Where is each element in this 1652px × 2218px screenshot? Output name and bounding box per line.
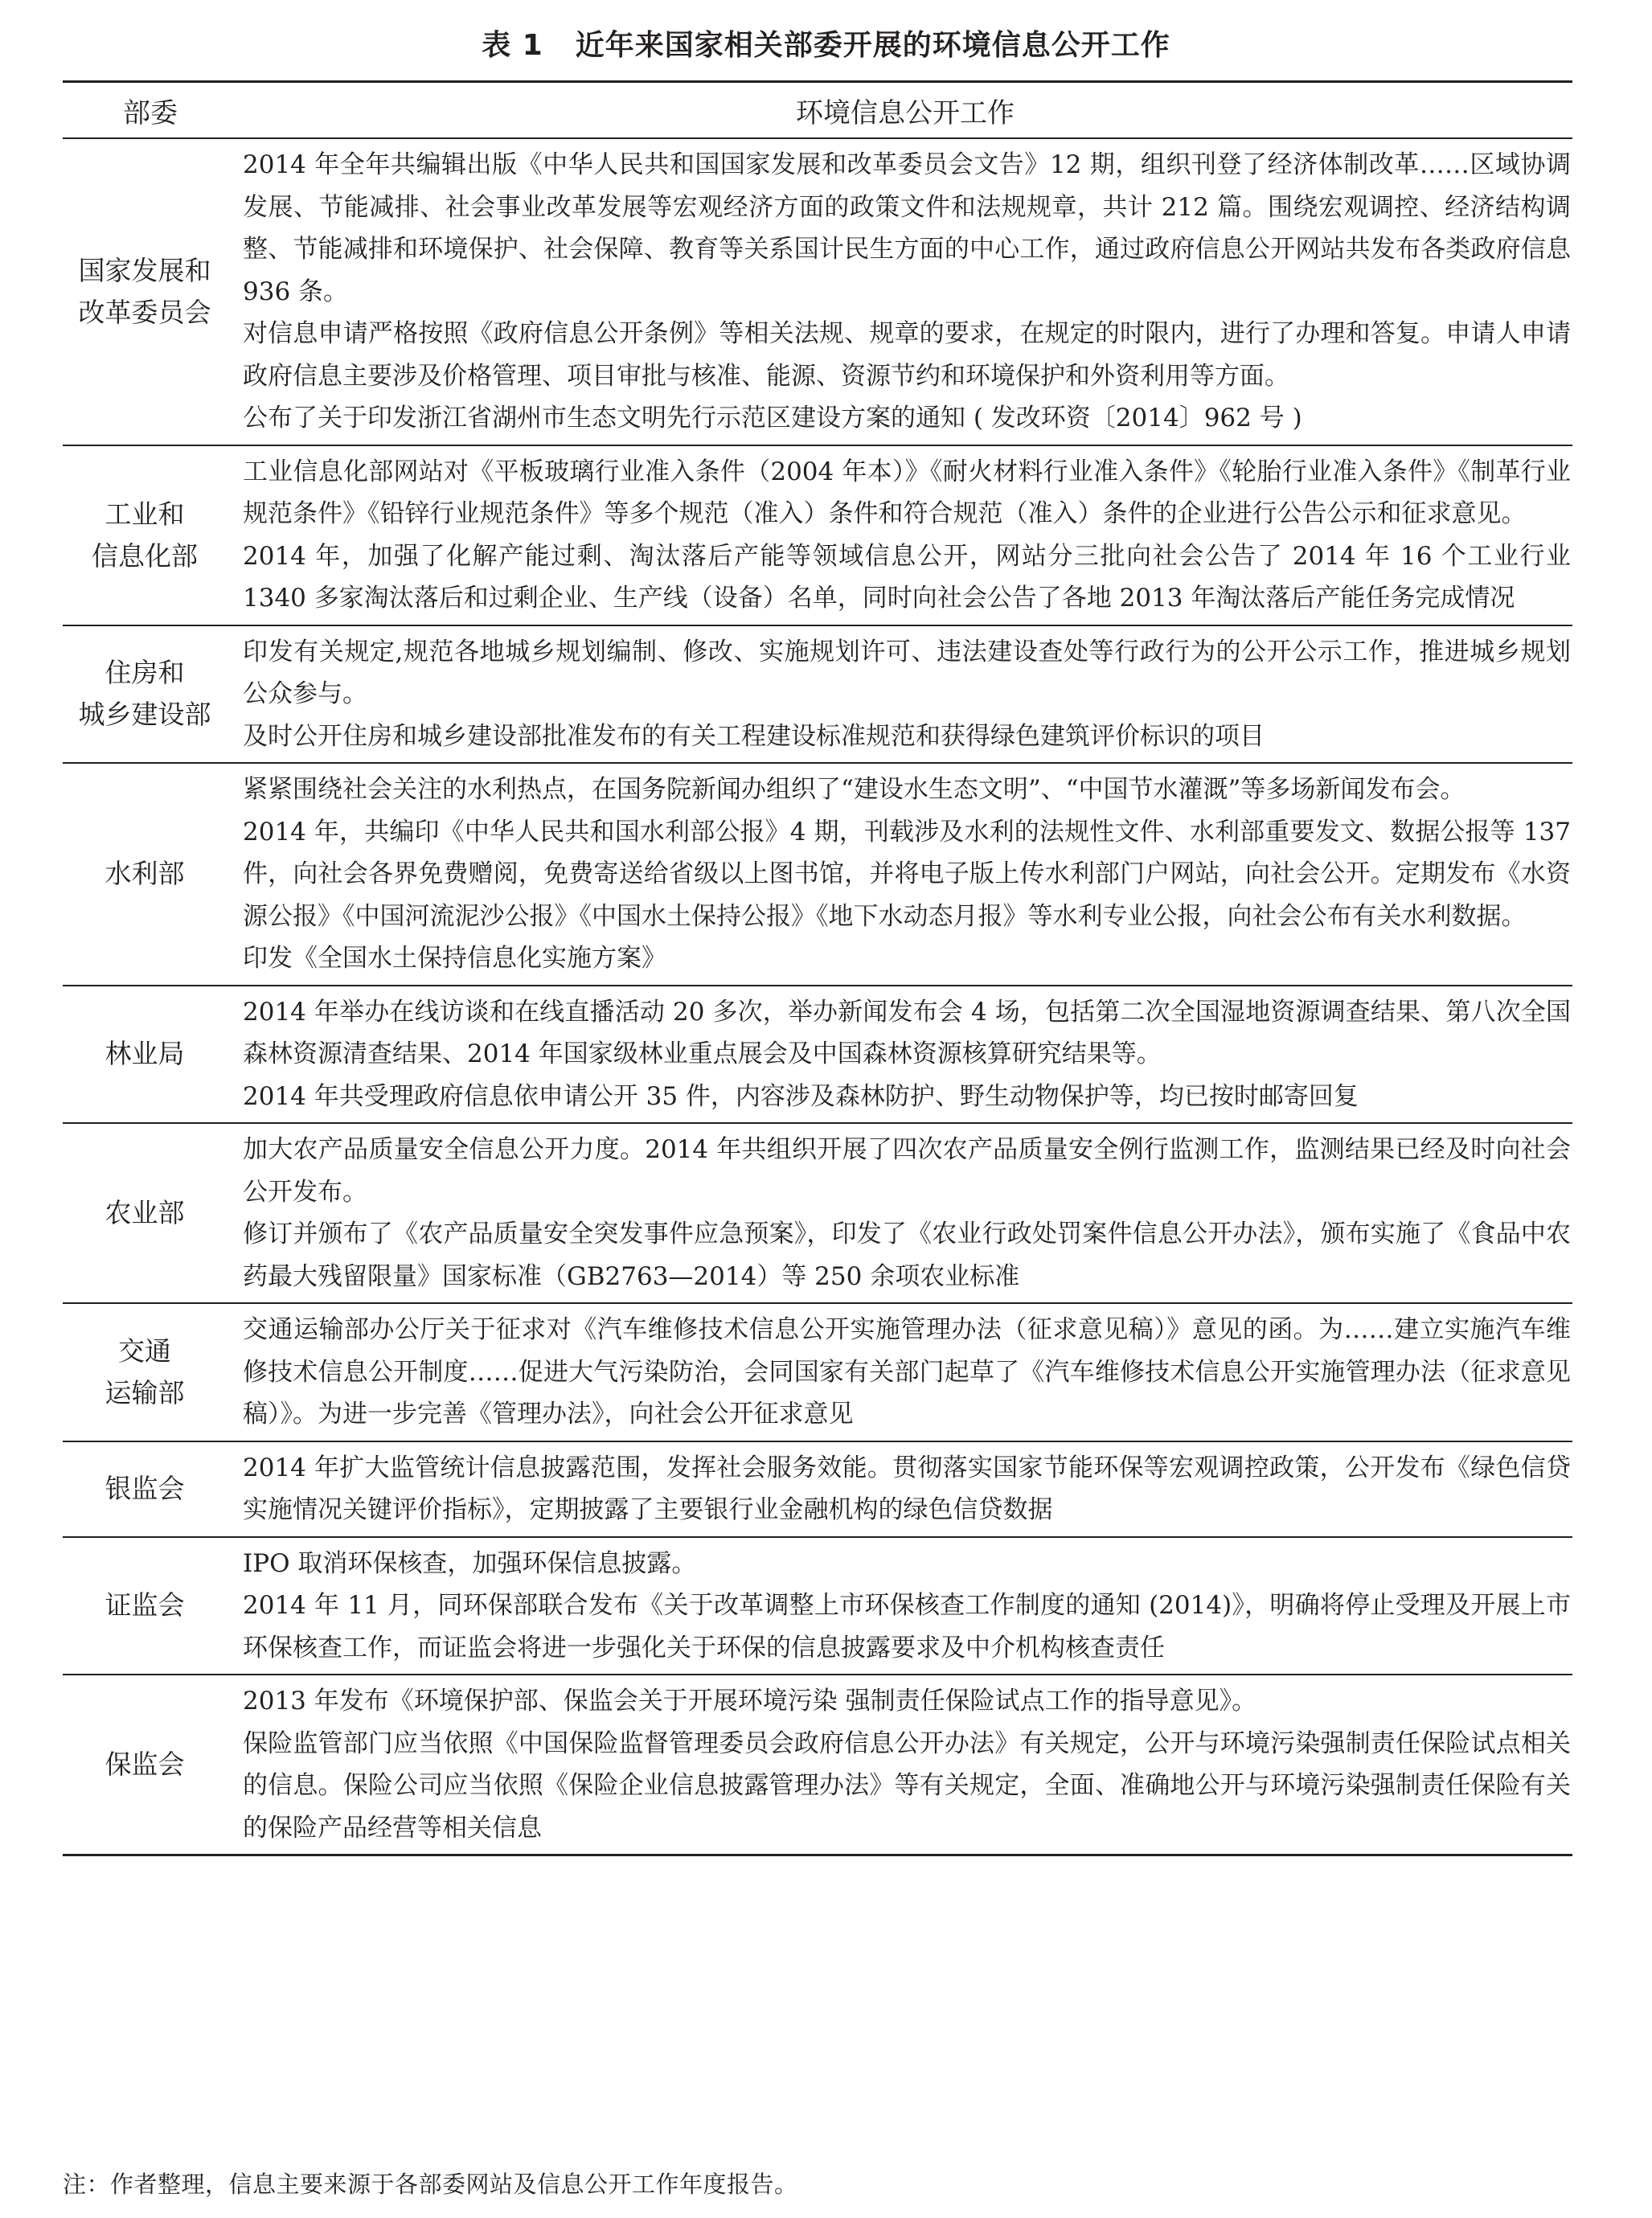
work-item: 印发有关规定,规范各地城乡规划编制、修改、实施规划许可、违法建设查处等行政行为的公开公示工作，推进城乡规划公众参与。 — [243, 637, 1571, 708]
dept-name-line: 改革委员会 — [78, 296, 211, 328]
work-cell — [238, 445, 1572, 625]
dept-name-line: 国家发展和 — [78, 254, 211, 286]
work-cell — [238, 138, 1572, 445]
work-item: 修订并颁布了《农产品质量安全突发事件应急预案》，印发了《农业行政处罚案件信息公开办法》，颁布实施了《食品中农药最大残留限量》国家标准（GB2763—2014）等 250 余项农业标准 — [243, 1220, 1571, 1291]
dept-cell — [63, 763, 238, 986]
work-item: 2014 年全年共编辑出版《中华人民共和国国家发展和改革委员会文告》12 期，组织刊登了经济体制改革……区域协调发展、节能减排、社会事业改革发展等宏观经济方面的政策文件和法规规章，共计 212 篇。围绕宏观调控、经济结构调整、节能减排和环境保护、社会保障、教育等关系国计民生方面的中心工作，通过政府信息公开网站共发布各类政府信息 936 条。 — [243, 150, 1571, 306]
table-row — [63, 445, 1572, 625]
work-cell — [238, 1675, 1572, 1855]
work-item: 2013 年发布《环境保护部、保监会关于开展环境污染 强制责任保险试点工作的指导意见》。 — [243, 1687, 1257, 1716]
work-cell — [238, 986, 1572, 1124]
work-cell — [238, 1441, 1572, 1537]
dept-cell — [63, 986, 238, 1124]
work-item: 印发《全国水土保持信息化实施方案》 — [243, 944, 666, 973]
work-item: 2014 年扩大监管统计信息披露范围，发挥社会服务效能。贯彻落实国家节能环保等宏观调控政策，公开发布《绿色信贷实施情况关键评价指标》，定期披露了主要银行业金融机构的绿色信贷数据 — [243, 1453, 1571, 1524]
work-item: 2014 年举办在线访谈和在线直播活动 20 多次，举办新闻发布会 4 场，包括第二次全国湿地资源调查结果、第八次全国森林资源清查结果、2014 年国家级林业重点展会及中国森林资源核算研究结果等。 — [243, 997, 1571, 1068]
work-item: 2014 年，加强了化解产能过剩、淘汰落后产能等领域信息公开，网站分三批向社会公告了 2014 年 16 个工业行业 1340 多家淘汰落后和过剩企业、生产线（设备）名单，同时向社会公告了各地 2013 年淘汰落后产能任务完成情况 — [243, 541, 1571, 613]
work-item: 公布了关于印发浙江省湖州市生态文明先行示范区建设方案的通知 ( 发改环资〔2014〕962 号 ) — [243, 404, 1302, 433]
dept-name-line: 银监会 — [105, 1473, 185, 1504]
table-title-text: 近年来国家相关部委开展的环境信息公开工作 — [575, 29, 1170, 62]
dept-cell — [63, 1123, 238, 1303]
work-item: 紧紧围绕社会关注的水利热点，在国务院新闻办组织了“建设水生态文明”、“中国节水灌溉”等多场新闻发布会。 — [243, 775, 1465, 804]
work-item: 交通运输部办公厅关于征求对《汽车维修技术信息公开实施管理办法（征求意见稿）》意见的函。为……建立实施汽车维修技术信息公开制度……促进大气污染防治，会同国家有关部门起草了《汽车维修技术信息公开实施管理办法（征求意见稿）》。为进一步完善《管理办法》，向社会公开征求意见 — [243, 1315, 1571, 1429]
table-row — [63, 763, 1572, 986]
dept-name-line: 工业和 — [105, 498, 185, 530]
work-item: 2014 年共受理政府信息依申请公开 35 件，内容涉及森林防护、野生动物保护等，均已按时邮寄回复 — [243, 1081, 1359, 1111]
dept-name-line: 证监会 — [105, 1589, 185, 1621]
dept-cell — [63, 625, 238, 764]
info-table — [63, 80, 1572, 1856]
work-cell — [238, 763, 1572, 986]
dept-name-line: 林业局 — [105, 1038, 185, 1070]
dept-cell — [63, 1675, 238, 1855]
work-cell — [238, 1123, 1572, 1303]
header-row — [63, 82, 1572, 139]
work-cell — [238, 1303, 1572, 1441]
work-item: 保险监管部门应当依照《中国保险监督管理委员会政府信息公开办法》有关规定，公开与环境污染强制责任保险试点相关的信息。保险公司应当依照《保险企业信息披露管理办法》等有关规定，全面、准确地公开与环境污染强制责任保险有关的保险产品经营等相关信息 — [243, 1728, 1571, 1843]
work-item: 工业信息化部网站对《平板玻璃行业准入条件（2004 年本）》《耐火材料行业准入条件》《轮胎行业准入条件》《制革行业规范条件》《铅锌行业规范条件》等多个规范（准入）条件和符合规范（准入）条件的企业进行公告公示和征求意见。 — [243, 457, 1571, 528]
work-cell — [238, 1537, 1572, 1675]
dept-cell — [63, 1303, 238, 1441]
table-row — [63, 1123, 1572, 1303]
dept-name-line: 交通 — [118, 1334, 171, 1367]
dept-name-line: 信息化部 — [92, 539, 198, 572]
dept-name-line: 保监会 — [105, 1749, 185, 1780]
table-note: 注：作者整理，信息主要来源于各部委网站及信息公开工作年度报告。 — [63, 2171, 798, 2198]
dept-name-line: 城乡建设部 — [78, 699, 211, 731]
work-item: 2014 年 11 月，同环保部联合发布《关于改革调整上市环保核查工作制度的通知 (2014)》，明确将停止受理及开展上市环保核查工作，而证监会将进一步强化关于环保的信息披露要求及中介机构核查责任 — [243, 1591, 1571, 1662]
table-row — [63, 138, 1572, 445]
table-number: 表 1 — [482, 29, 543, 62]
work-item: 2014 年，共编印《中华人民共和国水利部公报》4 期，刊载涉及水利的法规性文件、水利部重要发文、数据公报等 137 件，向社会各界免费赠阅，免费寄送给省级以上图书馆，并将电子版上传水利部门户网站，向社会公开。定期发布《水资源公报》《中国河流泥沙公报》《中国水土保持公报》《地下水动态月报》等水利专业公报，向社会公布有关水利数据。 — [243, 817, 1571, 931]
work-item: 对信息申请严格按照《政府信息公开条例》等相关法规、规章的要求，在规定的时限内，进行了办理和答复。申请人申请政府信息主要涉及价格管理、项目审批与核准、能源、资源节约和环境保护和外资利用等方面。 — [243, 319, 1571, 391]
dept-name-line: 农业部 — [105, 1197, 185, 1228]
work-item: 及时公开住房和城乡建设部批准发布的有关工程建设标准规范和获得绿色建筑评价标识的项目 — [243, 721, 1265, 751]
dept-cell — [63, 445, 238, 625]
table-row — [63, 1303, 1572, 1441]
dept-cell — [63, 1537, 238, 1675]
work-item: 加大农产品质量安全信息公开力度。2014 年共组织开展了四次农产品质量安全例行监测工作，监测结果已经及时向社会公开发布。 — [243, 1135, 1571, 1207]
header-work: 环境信息公开工作 — [238, 82, 1572, 139]
work-cell — [238, 625, 1572, 764]
dept-name-line: 住房和 — [105, 657, 185, 689]
dept-name-line: 水利部 — [105, 858, 185, 890]
header-dept: 部委 — [63, 82, 238, 139]
table-row — [63, 1537, 1572, 1675]
table-body — [63, 138, 1572, 1855]
dept-cell — [63, 1441, 238, 1537]
table-row — [63, 625, 1572, 764]
dept-name-line: 运输部 — [105, 1376, 185, 1408]
table-row — [63, 1675, 1572, 1855]
work-item: IPO 取消环保核查，加强环保信息披露。 — [243, 1548, 697, 1578]
table-header — [63, 82, 1572, 139]
dept-cell — [63, 138, 238, 445]
table-row — [63, 1441, 1572, 1537]
table-row — [63, 986, 1572, 1124]
table-title — [0, 23, 1652, 64]
